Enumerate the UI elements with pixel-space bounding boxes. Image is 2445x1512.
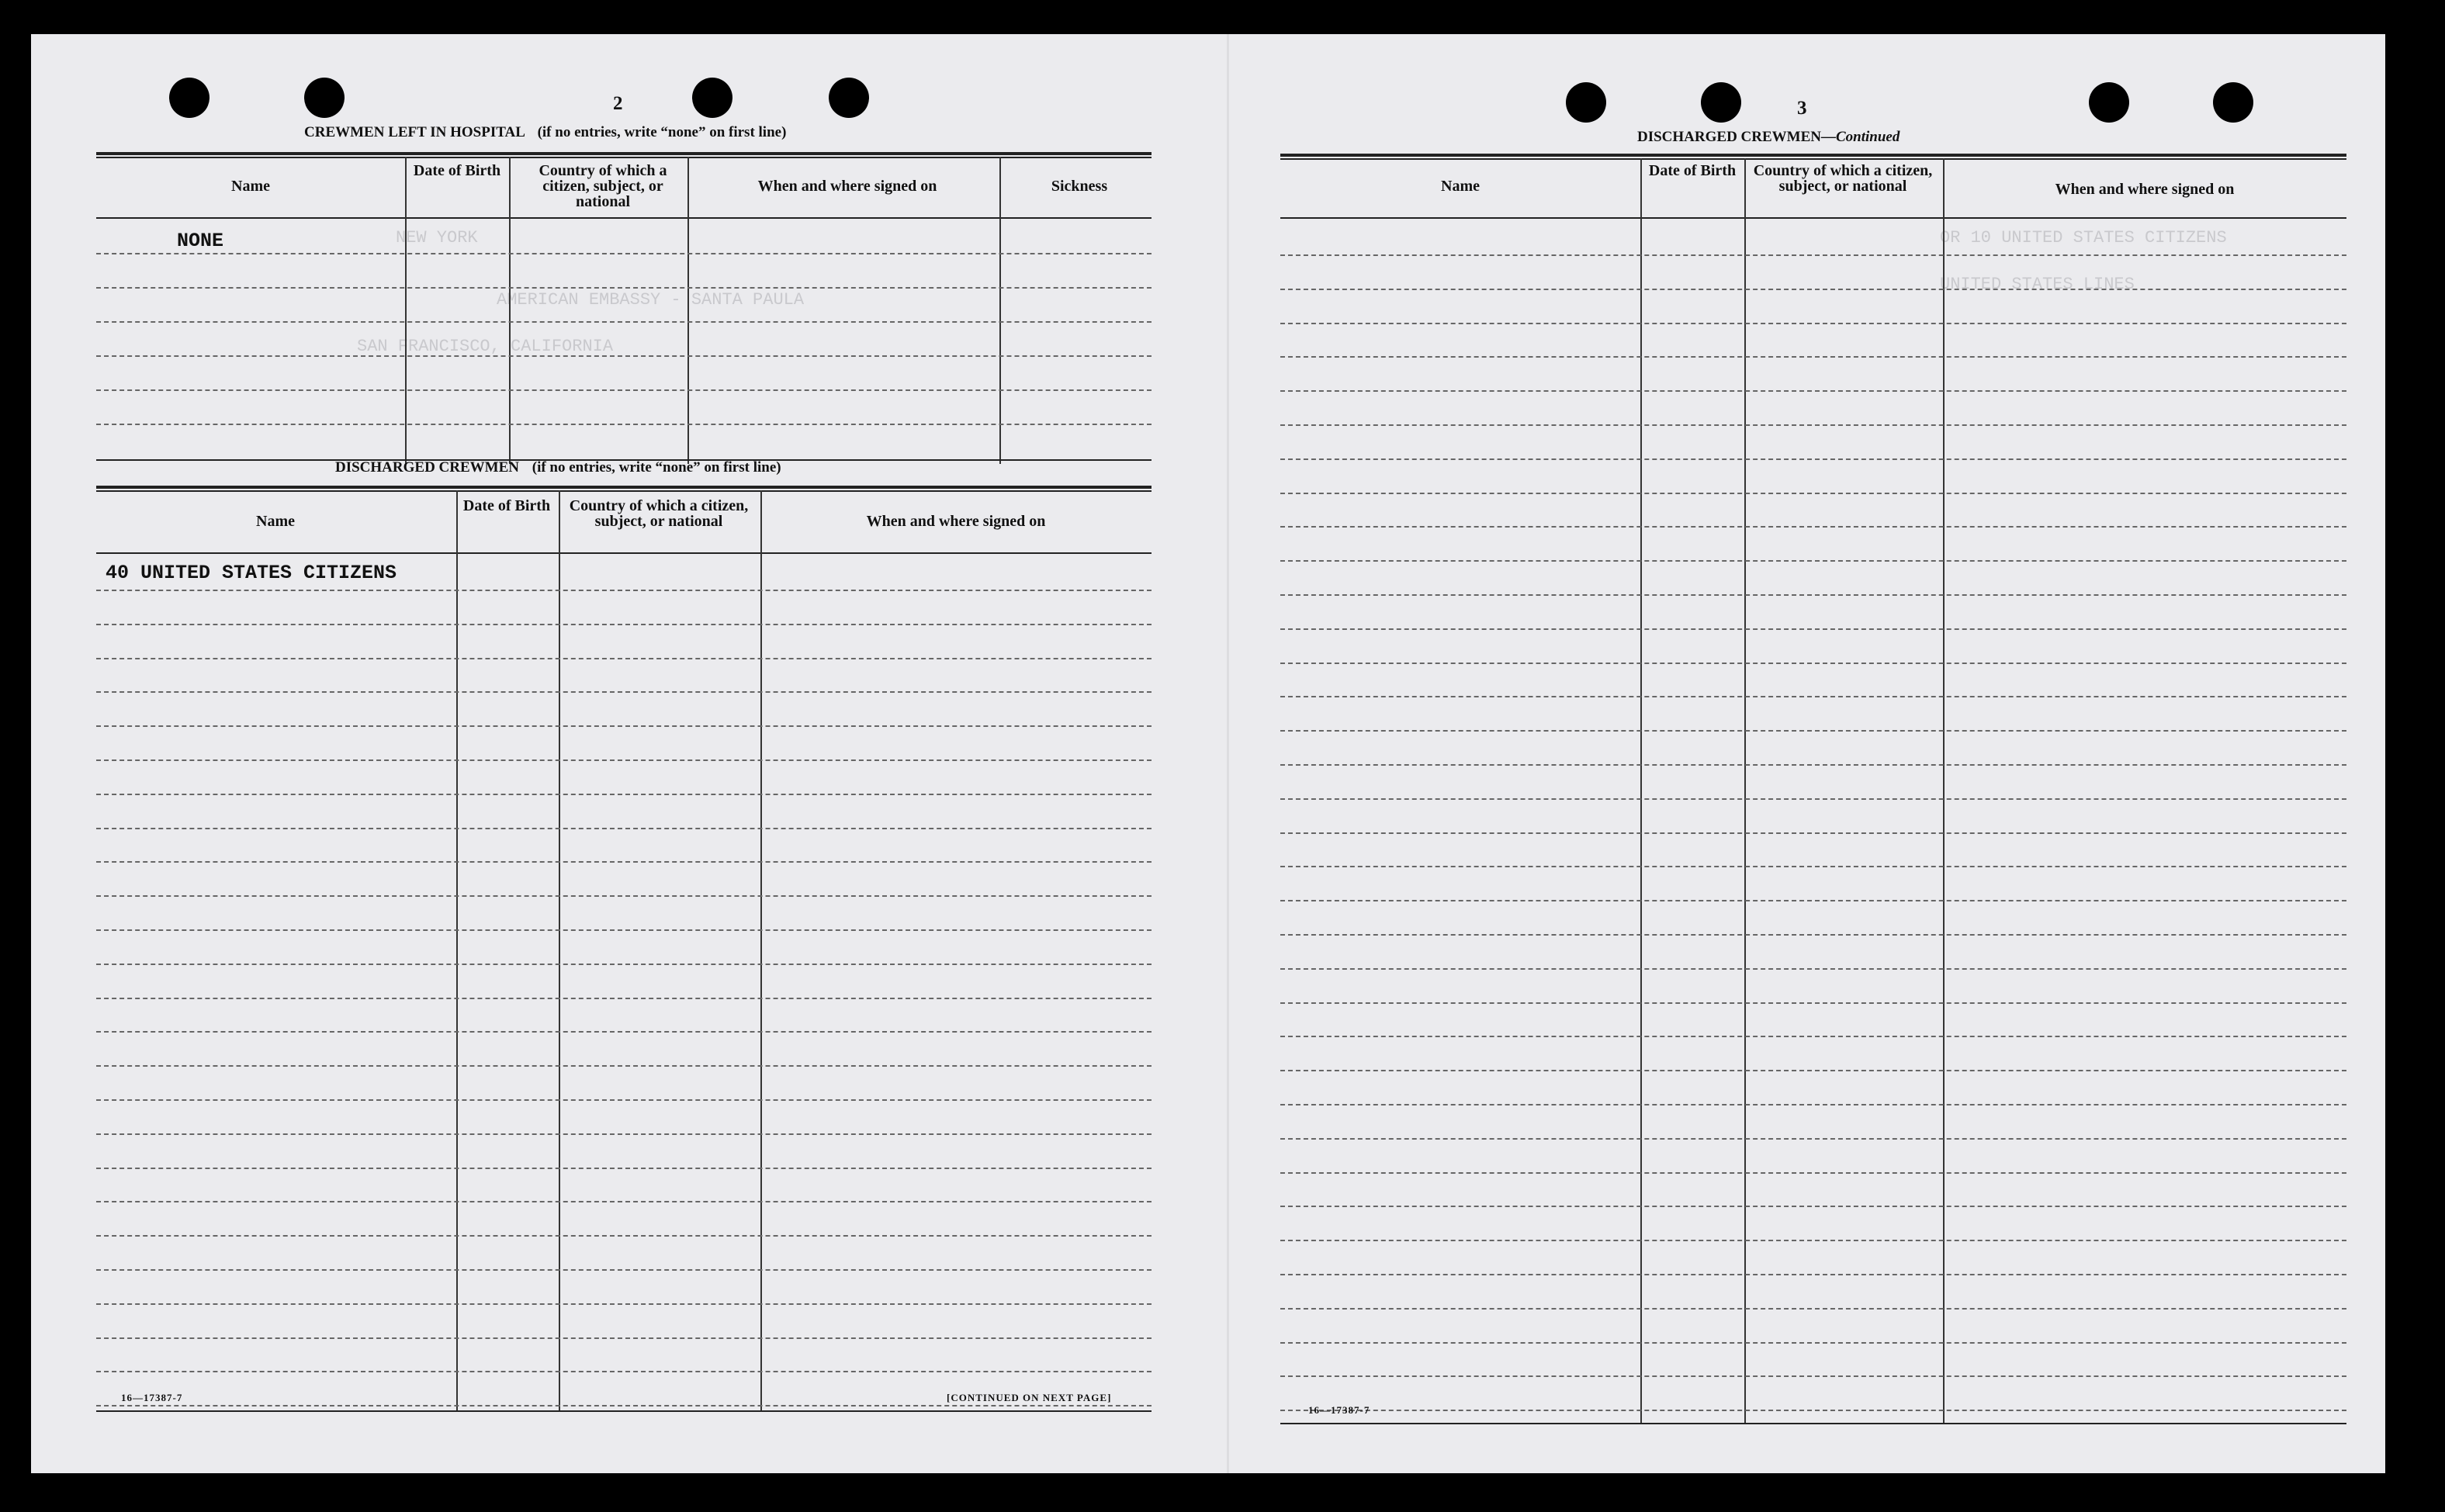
- col-header-dob: Date of Birth: [1648, 162, 1737, 179]
- punch-hole: [304, 78, 345, 118]
- entry-line: [96, 658, 1152, 659]
- col-header-sickness: Sickness: [1051, 178, 1108, 195]
- document-sheet: [31, 34, 2385, 1473]
- rule: [96, 552, 1152, 554]
- form-number: 16—17387-7: [121, 1392, 183, 1403]
- punch-hole: [169, 78, 210, 118]
- entry-line: [1280, 1172, 2346, 1174]
- entry-line: [1280, 968, 2346, 970]
- col-header-country: Country of which a citizen, subject, or national: [539, 162, 667, 210]
- entry-line: [1280, 254, 2346, 256]
- entry-line: [1280, 1070, 2346, 1071]
- punch-hole: [2213, 82, 2253, 123]
- entry-line: [1280, 628, 2346, 630]
- bleed-through-text: UNITED STATES LINES: [1940, 275, 2135, 294]
- punch-hole: [829, 78, 869, 118]
- discharged-title: [335, 459, 781, 476]
- entry-line: [1280, 832, 2346, 834]
- entry-line: [1280, 696, 2346, 697]
- entry-line: [96, 1133, 1152, 1135]
- entry-line: [1280, 289, 2346, 290]
- entry-line: [96, 1269, 1152, 1271]
- continued-title-text: DISCHARGED CREWMEN: [1637, 129, 1821, 145]
- page-number: 2: [613, 93, 623, 114]
- form-number: 16—17387-7: [1308, 1404, 1370, 1416]
- entry-line: [1280, 866, 2346, 867]
- entry-line: [96, 1303, 1152, 1305]
- entry-line: [96, 794, 1152, 795]
- continued-note: [CONTINUED ON NEXT PAGE]: [947, 1392, 1112, 1403]
- col-divider: [1640, 158, 1642, 1423]
- entry-line: [1280, 1104, 2346, 1105]
- continued-title-suffix: —Continued: [1821, 129, 1900, 145]
- punch-hole: [1566, 82, 1606, 123]
- entry-line: [1280, 1138, 2346, 1140]
- entry-line: [1280, 323, 2346, 324]
- entry-line: [96, 998, 1152, 999]
- entry-line: [96, 1235, 1152, 1237]
- entry-line: [96, 1337, 1152, 1339]
- col-divider: [559, 490, 560, 1410]
- punch-hole: [692, 78, 732, 118]
- entry-line: [1280, 934, 2346, 936]
- col-header-name: Name: [231, 178, 270, 195]
- entry-line: [1280, 900, 2346, 901]
- entry-line: [96, 624, 1152, 625]
- col-divider: [1744, 158, 1746, 1423]
- entry-line: [1280, 458, 2346, 460]
- entry-line: [1280, 730, 2346, 732]
- entry-line: [1280, 1274, 2346, 1275]
- col-header-dob: Date of Birth: [413, 162, 501, 179]
- entry-line: [96, 321, 1152, 323]
- col-divider: [509, 157, 511, 464]
- col-header-dob: Date of Birth: [462, 497, 551, 514]
- entry-line: [1280, 764, 2346, 766]
- rule: [96, 486, 1152, 489]
- entry-line: [1280, 1308, 2346, 1310]
- bleed-through-text: SAN FRANCISCO, CALIFORNIA: [357, 337, 614, 356]
- col-divider: [760, 490, 762, 1410]
- bleed-through-text: OR 10 UNITED STATES CITIZENS: [1940, 228, 2227, 247]
- entry-line: [96, 759, 1152, 761]
- hospital-title-note: (if no entries, write “none” on first line): [537, 124, 787, 140]
- rule: [96, 217, 1152, 219]
- page-fold: [1227, 34, 1229, 1473]
- entry-line: [1280, 798, 2346, 800]
- entry-line: [96, 725, 1152, 727]
- hospital-title-text: CREWMEN LEFT IN HOSPITAL: [304, 124, 525, 140]
- entry-line: [1280, 1206, 2346, 1207]
- entry-line: [96, 964, 1152, 965]
- entry-line: [96, 861, 1152, 863]
- rule: [1280, 158, 2346, 160]
- col-header-name: Name: [256, 513, 295, 530]
- entry-line: [96, 253, 1152, 254]
- entry-line: [1280, 493, 2346, 494]
- entry-line: [96, 287, 1152, 289]
- entry-line: [96, 1371, 1152, 1372]
- entry-line: [96, 590, 1152, 591]
- entry-line: [1280, 1375, 2346, 1377]
- entry-line: [96, 828, 1152, 829]
- rule: [1280, 1423, 2346, 1424]
- bleed-through-text: AMERICAN EMBASSY - SANTA PAULA: [497, 290, 805, 310]
- punch-hole: [1701, 82, 1741, 123]
- discharged-title-note: (if no entries, write “none” on first line): [532, 459, 781, 476]
- entry-line: [96, 929, 1152, 931]
- entry-line: [1280, 560, 2346, 562]
- rule: [96, 152, 1152, 155]
- entry-line: [96, 1031, 1152, 1033]
- rule: [96, 490, 1152, 492]
- rule: [1280, 154, 2346, 157]
- col-header-country: Country of which a citizen, subject, or national: [569, 497, 749, 530]
- discharged-entry: 40 UNITED STATES CITIZENS: [106, 562, 397, 584]
- entry-line: [1280, 390, 2346, 392]
- entry-line: [96, 1201, 1152, 1202]
- entry-line: [96, 895, 1152, 897]
- entry-line: [96, 424, 1152, 425]
- col-header-signed: When and where signed on: [866, 513, 1046, 530]
- col-header-country: Country of which a citizen, subject, or national: [1753, 162, 1933, 195]
- entry-line: [1280, 1410, 2346, 1411]
- col-header-signed: When and where signed on: [757, 178, 937, 195]
- entry-line: [96, 1405, 1152, 1406]
- discharged-title-text: DISCHARGED CREWMEN: [335, 459, 519, 476]
- continued-title: [1637, 129, 1900, 146]
- col-divider: [687, 157, 689, 464]
- entry-line: [1280, 424, 2346, 426]
- entry-line: [1280, 356, 2346, 358]
- entry-line: [1280, 1002, 2346, 1004]
- entry-line: [1280, 526, 2346, 528]
- entry-line: [96, 389, 1152, 391]
- rule: [1280, 217, 2346, 219]
- entry-line: [1280, 1240, 2346, 1241]
- col-divider: [456, 490, 458, 1410]
- col-divider: [1943, 158, 1945, 1423]
- entry-line: [1280, 1036, 2346, 1037]
- hospital-title: [304, 124, 786, 141]
- rule: [96, 157, 1152, 158]
- rule: [96, 1410, 1152, 1412]
- col-divider: [405, 157, 407, 464]
- entry-line: [96, 1065, 1152, 1067]
- entry-line: [96, 1099, 1152, 1101]
- col-divider: [999, 157, 1001, 464]
- col-header-name: Name: [1441, 178, 1480, 195]
- entry-line: [96, 355, 1152, 357]
- bleed-through-text: NEW YORK: [396, 228, 478, 247]
- entry-line: [96, 691, 1152, 693]
- entry-line: [96, 1168, 1152, 1169]
- entry-line: [1280, 594, 2346, 596]
- hospital-entry: NONE: [177, 230, 224, 252]
- entry-line: [1280, 1342, 2346, 1344]
- col-header-signed: When and where signed on: [2055, 181, 2235, 198]
- page-number: 3: [1797, 98, 1807, 119]
- punch-hole: [2089, 82, 2129, 123]
- entry-line: [1280, 663, 2346, 664]
